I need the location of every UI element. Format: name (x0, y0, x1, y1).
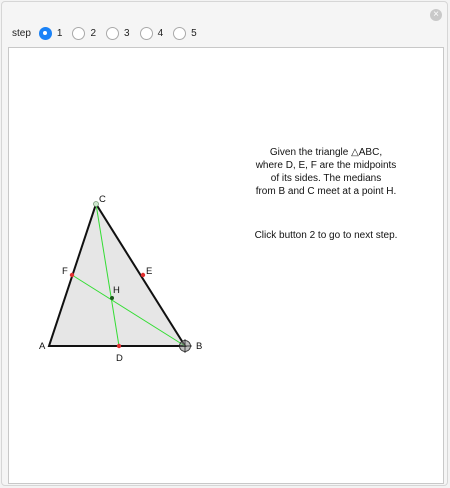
label-b: B (196, 341, 203, 352)
step-option-label: 1 (56, 27, 63, 39)
radio-button-selected[interactable] (39, 27, 52, 40)
label-a: A (39, 341, 46, 352)
description-line: Given the triangle △ABC, (269, 147, 383, 158)
step-option-5[interactable] (173, 27, 197, 40)
step-option-label: 4 (157, 27, 164, 39)
midpoint-f (70, 273, 74, 277)
step-option-4[interactable] (140, 27, 164, 40)
radio-button[interactable] (140, 27, 153, 40)
point-h (110, 296, 114, 300)
triangle-figure (9, 48, 443, 483)
radio-button[interactable] (72, 27, 85, 40)
midpoint-d (117, 344, 121, 348)
step-control (12, 25, 207, 41)
radio-button[interactable] (106, 27, 119, 40)
vertex-c-handle[interactable] (94, 202, 99, 207)
step-option-2[interactable] (72, 27, 96, 40)
label-c: C (99, 194, 106, 205)
midpoint-e (141, 273, 145, 277)
label-f: F (62, 266, 68, 277)
description-text (226, 146, 426, 198)
step-option-3[interactable] (106, 27, 130, 40)
step-option-label: 5 (191, 27, 197, 39)
app-window (1, 1, 448, 486)
hint-text: Click button 2 to go to next step. (254, 230, 398, 241)
figure-panel (8, 47, 444, 484)
description-line: where D, E, F are the midpoints (255, 160, 397, 171)
label-e: E (146, 266, 153, 277)
step-option-label: 3 (124, 27, 130, 39)
step-option-label: 2 (90, 27, 97, 39)
label-d: D (116, 353, 123, 364)
description-line: from B and C meet at a point H. (255, 186, 397, 197)
close-icon[interactable]: × (430, 9, 442, 21)
step-option-1[interactable] (39, 27, 63, 40)
radio-button[interactable] (173, 27, 186, 40)
description-line: of its sides. The medians (270, 173, 382, 184)
step-label: step (12, 27, 31, 39)
label-h: H (113, 285, 120, 296)
triangle-abc (49, 204, 185, 346)
